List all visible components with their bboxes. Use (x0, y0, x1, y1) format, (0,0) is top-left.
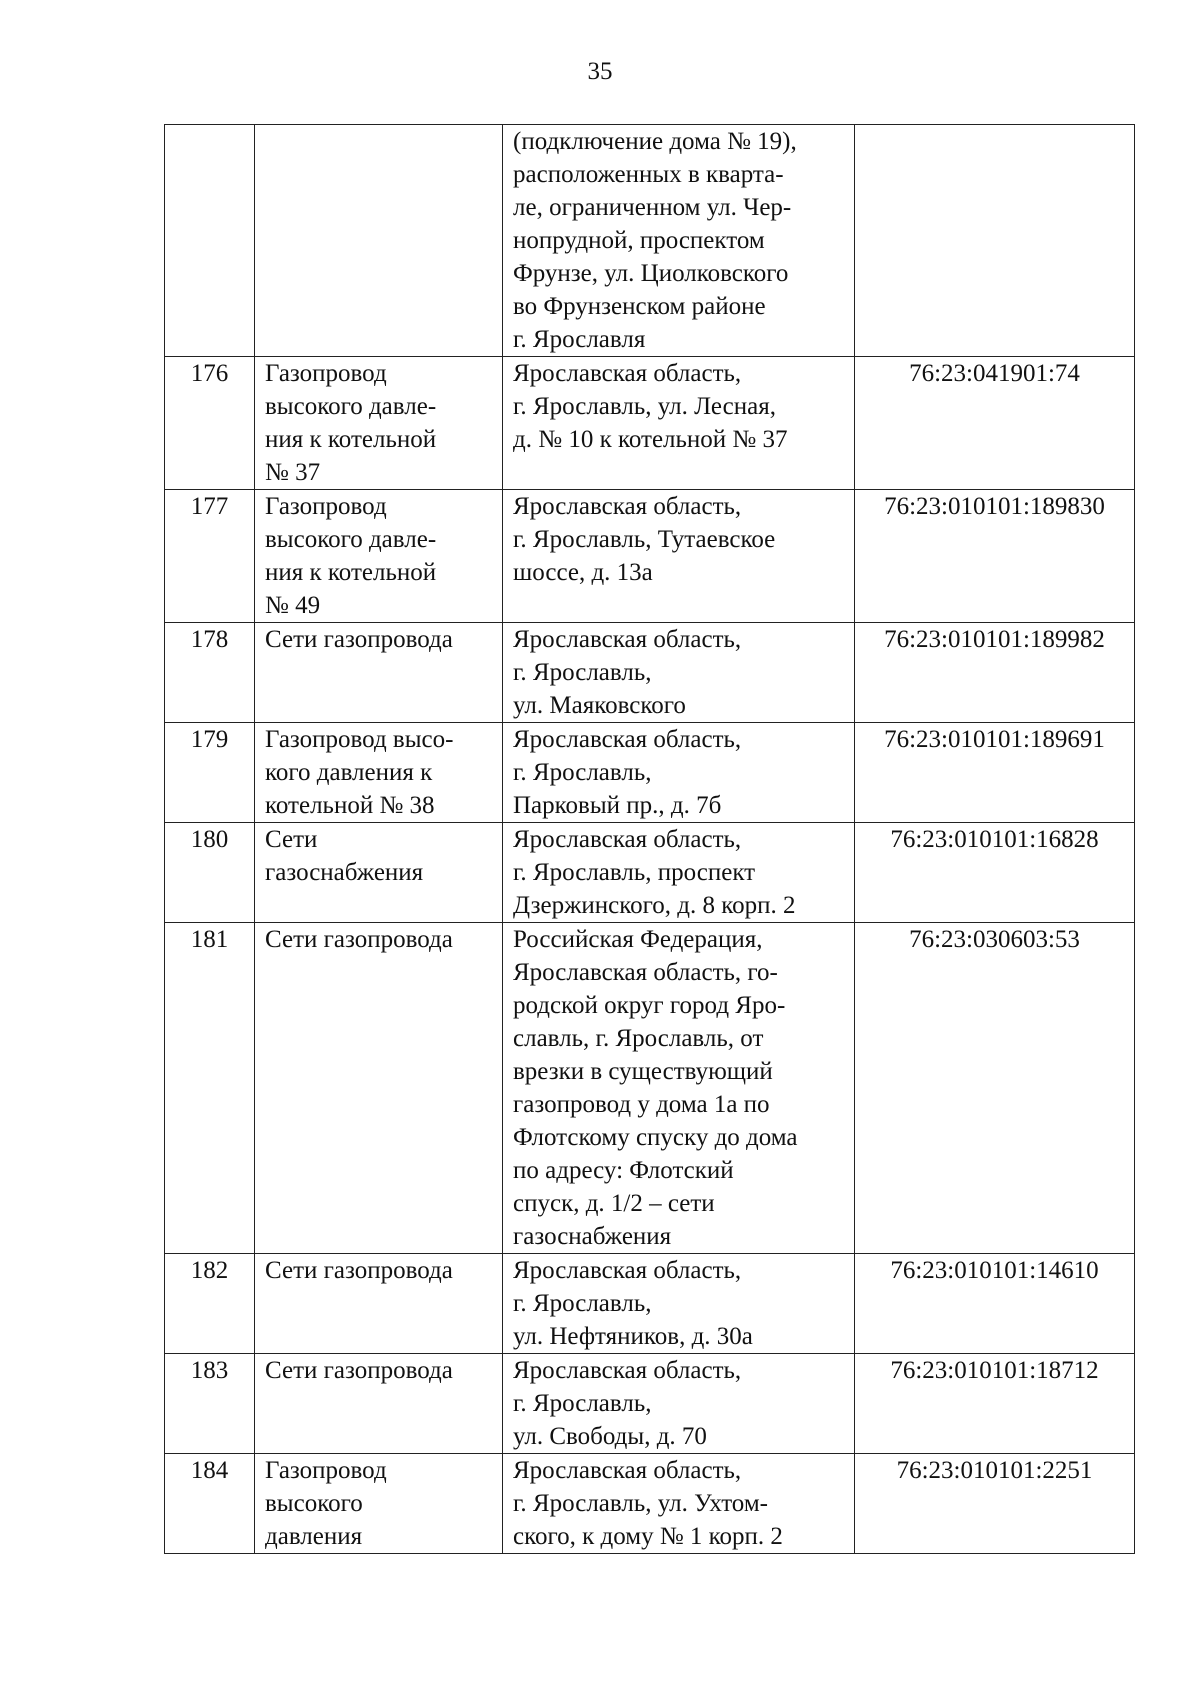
address-line: ского, к дому № 1 корп. 2 (513, 1523, 783, 1550)
row-number-cell: 176 (165, 357, 255, 490)
address-line: Парковый пр., д. 7б (513, 792, 722, 819)
object-name-line: Сети газопровода (265, 1257, 453, 1284)
object-name-line: № 49 (265, 592, 321, 619)
address-line: г. Ярославль, (513, 1290, 652, 1317)
name-cell (255, 1454, 503, 1554)
registry-table (164, 124, 1135, 1554)
cadastral-number-cell: 76:23:030603:53 (855, 923, 1135, 1254)
address-line: Ярославская область, (513, 1457, 742, 1484)
address-cell (503, 723, 855, 823)
address-line: родской округ город Яро- (513, 992, 786, 1019)
name-cell (255, 723, 503, 823)
address-line: газопровод у дома 1а по (513, 1091, 770, 1118)
row-number-cell: 179 (165, 723, 255, 823)
name-cell (255, 490, 503, 623)
row-number-cell: 182 (165, 1254, 255, 1354)
cadastral-number-cell: 76:23:041901:74 (855, 357, 1135, 490)
address-line: врезки в существующий (513, 1058, 773, 1085)
name-cell (255, 823, 503, 923)
address-line: шоссе, д. 13а (513, 559, 653, 586)
address-line: Ярославская область, (513, 626, 742, 653)
cadastral-number-cell (855, 125, 1135, 357)
address-line: Ярославская область, го- (513, 959, 778, 986)
cadastral-number-cell: 76:23:010101:16828 (855, 823, 1135, 923)
page-number: 35 (587, 58, 613, 85)
row-number-cell: 183 (165, 1354, 255, 1454)
address-line: г. Ярославль, (513, 659, 652, 686)
address-line: Ярославская область, (513, 493, 742, 520)
object-name-line: № 37 (265, 459, 321, 486)
address-line: г. Ярославля (513, 326, 646, 353)
address-line: г. Ярославль, ул. Лесная, (513, 393, 776, 420)
name-cell (255, 923, 503, 1254)
address-line: ул. Нефтяников, д. 30а (513, 1323, 753, 1350)
address-cell (503, 923, 855, 1254)
address-line: нопрудной, проспектом (513, 227, 765, 254)
address-line: г. Ярославль, (513, 759, 652, 786)
address-line: во Фрунзенском районе (513, 293, 766, 320)
address-line: (подключение дома № 19), (513, 128, 797, 155)
name-cell (255, 357, 503, 490)
address-line: Ярославская область, (513, 1257, 742, 1284)
address-line: по адресу: Флотский (513, 1157, 734, 1184)
name-cell (255, 623, 503, 723)
object-name-line: высокого давле- (265, 526, 437, 553)
object-name-line: высокого давле- (265, 393, 437, 420)
address-line: ле, ограниченном ул. Чер- (513, 194, 792, 221)
address-line: г. Ярославль, ул. Ухтом- (513, 1490, 768, 1517)
address-cell (503, 357, 855, 490)
cadastral-number-cell: 76:23:010101:189982 (855, 623, 1135, 723)
object-name-line: Сети (265, 826, 318, 853)
object-name-line: давления (265, 1523, 363, 1550)
object-name-line: кого давления к (265, 759, 433, 786)
address-line: ул. Маяковского (513, 692, 686, 719)
cadastral-number-cell: 76:23:010101:18712 (855, 1354, 1135, 1454)
table-row (165, 490, 1135, 623)
address-line: спуск, д. 1/2 – сети (513, 1190, 715, 1217)
address-line: расположенных в кварта- (513, 161, 784, 188)
row-number-cell (165, 125, 255, 357)
registry-table-body (165, 125, 1135, 1554)
table-row (165, 823, 1135, 923)
row-number-cell: 181 (165, 923, 255, 1254)
object-name-line: Газопровод высо- (265, 726, 454, 753)
address-line: Дзержинского, д. 8 корп. 2 (513, 892, 796, 919)
table-row (165, 357, 1135, 490)
cadastral-number-cell: 76:23:010101:189830 (855, 490, 1135, 623)
address-line: Ярославская область, (513, 360, 742, 387)
address-line: г. Ярославль, Тутаевское (513, 526, 776, 553)
object-name-line: Газопровод (265, 1457, 387, 1484)
cadastral-number-cell: 76:23:010101:189691 (855, 723, 1135, 823)
address-line: газоснабжения (513, 1223, 672, 1250)
name-cell (255, 125, 503, 357)
address-cell (503, 490, 855, 623)
row-number-cell: 184 (165, 1454, 255, 1554)
address-cell (503, 823, 855, 923)
table-row (165, 623, 1135, 723)
address-line: г. Ярославль, проспект (513, 859, 756, 886)
table-row (165, 1354, 1135, 1454)
object-name-line: Газопровод (265, 360, 387, 387)
address-line: Ярославская область, (513, 1357, 742, 1384)
address-line: Фрунзе, ул. Циолковского (513, 260, 789, 287)
address-line: славль, г. Ярославль, от (513, 1025, 764, 1052)
address-cell (503, 125, 855, 357)
object-name-line: Сети газопровода (265, 626, 453, 653)
table-row (165, 125, 1135, 357)
table-row (165, 723, 1135, 823)
address-line: Флотскому спуску до дома (513, 1124, 798, 1151)
address-line: Ярославская область, (513, 826, 742, 853)
address-line: д. № 10 к котельной № 37 (513, 426, 788, 453)
object-name-line: ния к котельной (265, 426, 437, 453)
address-line: Российская Федерация, (513, 926, 763, 953)
table-row (165, 1254, 1135, 1354)
object-name-line: ния к котельной (265, 559, 437, 586)
object-name-line: газоснабжения (265, 859, 424, 886)
address-line: г. Ярославль, (513, 1390, 652, 1417)
cadastral-number-cell: 76:23:010101:14610 (855, 1254, 1135, 1354)
object-name-line: Газопровод (265, 493, 387, 520)
name-cell (255, 1354, 503, 1454)
table-row (165, 1454, 1135, 1554)
object-name-line: высокого (265, 1490, 363, 1517)
object-name-line: Сети газопровода (265, 1357, 453, 1384)
row-number-cell: 178 (165, 623, 255, 723)
object-name-line: Сети газопровода (265, 926, 453, 953)
address-cell (503, 623, 855, 723)
cadastral-number-cell: 76:23:010101:2251 (855, 1454, 1135, 1554)
object-name-line: котельной № 38 (265, 792, 435, 819)
name-cell (255, 1254, 503, 1354)
address-cell (503, 1354, 855, 1454)
address-cell (503, 1254, 855, 1354)
table-row (165, 923, 1135, 1254)
address-cell (503, 1454, 855, 1554)
address-line: Ярославская область, (513, 726, 742, 753)
address-line: ул. Свободы, д. 70 (513, 1423, 707, 1450)
row-number-cell: 177 (165, 490, 255, 623)
row-number-cell: 180 (165, 823, 255, 923)
